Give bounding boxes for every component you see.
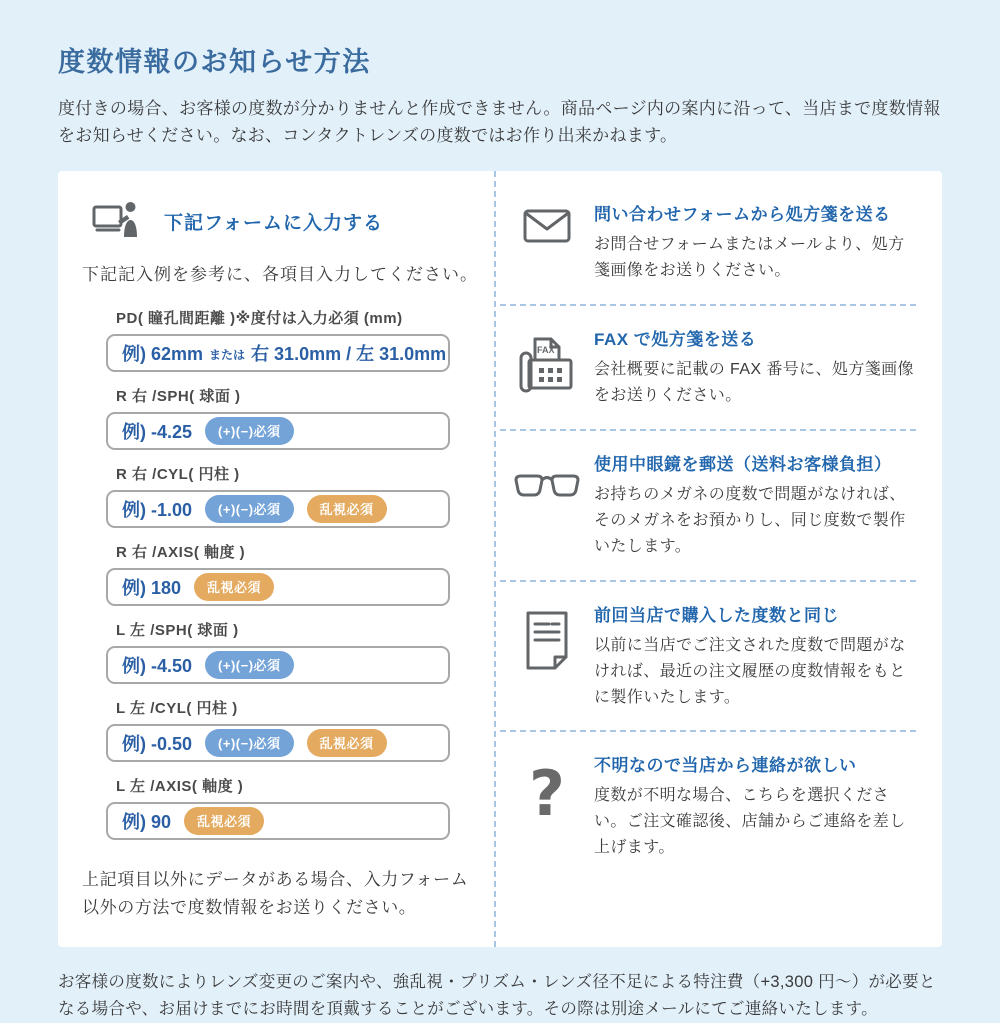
example-value: 例) -4.50 bbox=[122, 656, 193, 677]
method-heading: 不明なので当店から連絡が欲しい bbox=[594, 756, 857, 776]
field-l-axis bbox=[82, 775, 494, 840]
field-l-sph bbox=[82, 619, 494, 684]
form-instruction: 下記記入例を参考に、各項目入力してください。 bbox=[82, 265, 478, 285]
form-header bbox=[92, 201, 494, 242]
question-glyph: ? bbox=[529, 757, 565, 831]
example-value2: 右 31.0mm / 左 31.0mm bbox=[251, 344, 447, 365]
method-text bbox=[594, 448, 916, 560]
field-r-sph bbox=[82, 385, 494, 450]
example-value: 例) 62mm bbox=[122, 344, 204, 365]
example-input-r-cyl bbox=[106, 490, 450, 528]
method-heading: 問い合わせフォームから処方箋を送る bbox=[594, 205, 891, 225]
example-input-r-axis bbox=[106, 568, 450, 606]
astigmatism-required-badge: 乱視必須 bbox=[307, 495, 387, 523]
method-fax bbox=[500, 306, 916, 431]
method-contact-form bbox=[500, 181, 916, 306]
intro-text: 度付きの場合、お客様の度数が分かりませんと作成できません。商品ページ内の案内に沿って、当店まで度数情報をお知らせください。なお、コンタクトレンズの度数ではお作り出来かねます。 bbox=[58, 99, 941, 146]
required-sign-badge: (+)(−)必須 bbox=[205, 651, 294, 679]
example-input-l-sph bbox=[106, 646, 450, 684]
example-value: 例) -1.00 bbox=[122, 500, 193, 521]
document-icon bbox=[500, 599, 594, 711]
methods-column bbox=[494, 171, 942, 946]
method-body: お問合せフォームまたはメールより、処方箋画像をお送りください。 bbox=[594, 236, 905, 280]
page-title: 度数情報のお知らせ方法 bbox=[58, 47, 371, 77]
required-sign-badge: (+)(−)必須 bbox=[205, 729, 294, 757]
method-text bbox=[594, 323, 916, 409]
method-body: 以前に当店でご注文された度数で問題がなければ、最近の注文履歴の度数情報をもとに製作いたします。 bbox=[594, 636, 906, 706]
astigmatism-required-badge: 乱視必須 bbox=[307, 729, 387, 757]
example-input-l-axis bbox=[106, 802, 450, 840]
example-input-r-sph bbox=[106, 412, 450, 450]
field-r-axis bbox=[82, 541, 494, 606]
method-body: 会社概要に記載の FAX 番号に、処方箋画像をお送りください。 bbox=[594, 361, 914, 405]
method-previous-order bbox=[500, 582, 916, 733]
footer-note: お客様の度数によりレンズ変更のご案内や、強乱視・プリズム・レンズ径不足による特注費（+3,300 円～）が必要となる場合や、お届けまでにお時間を頂戴することがございます。その際は別途メールにてご連絡いたします。 bbox=[58, 972, 936, 1018]
example-input-l-cyl bbox=[106, 724, 450, 762]
question-icon bbox=[500, 749, 594, 861]
field-label: L 左 /CYL( 円柱 ) bbox=[116, 700, 238, 718]
field-label: L 左 /AXIS( 軸度 ) bbox=[116, 778, 244, 796]
method-heading: 使用中眼鏡を郵送（送料お客様負担） bbox=[594, 455, 892, 474]
example-or: または bbox=[209, 347, 246, 362]
svg-text:FAX: FAX bbox=[537, 345, 555, 356]
example-input-pd bbox=[106, 334, 450, 372]
required-sign-badge: (+)(−)必須 bbox=[205, 417, 294, 445]
fax-icon bbox=[500, 323, 594, 409]
field-pd bbox=[82, 307, 494, 372]
mail-icon bbox=[500, 198, 594, 284]
form-note: 上記項目以外にデータがある場合、入力フォーム以外の方法で度数情報をお送りください。 bbox=[82, 870, 469, 917]
form-example-column bbox=[58, 171, 494, 946]
method-mail-glasses bbox=[500, 431, 916, 582]
form-heading: 下記フォームに入力する bbox=[164, 213, 384, 235]
field-r-cyl bbox=[82, 463, 494, 528]
field-label: L 左 /SPH( 球面 ) bbox=[116, 622, 239, 640]
example-value: 例) -4.25 bbox=[122, 422, 193, 443]
astigmatism-required-badge: 乱視必須 bbox=[194, 573, 274, 601]
field-label: R 右 /SPH( 球面 ) bbox=[116, 388, 241, 406]
example-value: 例) -0.50 bbox=[122, 734, 193, 755]
method-unknown-contact bbox=[500, 732, 916, 881]
presenter-monitor-icon bbox=[92, 201, 142, 242]
required-sign-badge: (+)(−)必須 bbox=[205, 495, 294, 523]
content-panel bbox=[58, 171, 942, 946]
example-value: 例) 180 bbox=[122, 578, 182, 599]
field-label: R 右 /AXIS( 軸度 ) bbox=[116, 544, 246, 562]
method-heading: 前回当店で購入した度数と同じ bbox=[594, 605, 839, 625]
glasses-icon bbox=[500, 448, 594, 560]
field-l-cyl bbox=[82, 697, 494, 762]
field-label: R 右 /CYL( 円柱 ) bbox=[116, 466, 240, 484]
example-value: 例) 90 bbox=[122, 812, 172, 833]
method-body: お持ちのメガネの度数で問題がなければ、そのメガネをお預かりし、同じ度数で製作いたします。 bbox=[594, 486, 906, 555]
method-text bbox=[594, 749, 916, 861]
astigmatism-required-badge: 乱視必須 bbox=[184, 807, 264, 835]
method-text bbox=[594, 599, 916, 711]
method-heading: FAX で処方箋を送る bbox=[594, 330, 757, 350]
method-body: 度数が不明な場合、こちらを選択ください。ご注文確認後、店舗からご連絡を差し上げます。 bbox=[594, 787, 906, 857]
method-text bbox=[594, 198, 916, 284]
field-label: PD( 瞳孔間距離 )※度付は入力必須 (mm) bbox=[116, 310, 403, 328]
